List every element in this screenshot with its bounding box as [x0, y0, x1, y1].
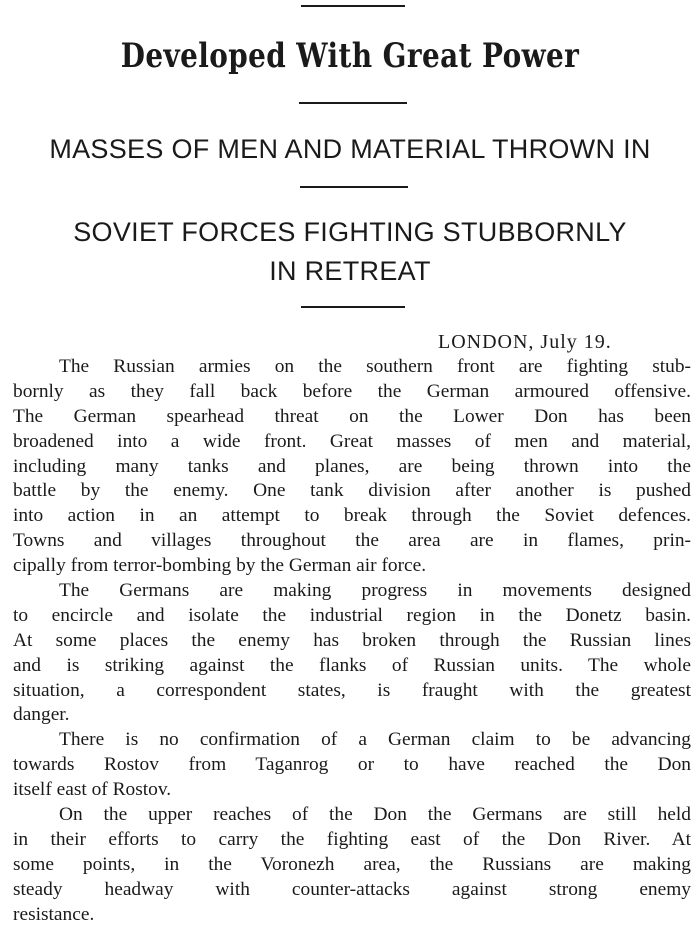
body-line: in their efforts to carry the fighting east of the Don River. At	[13, 828, 691, 850]
body-line: including many tanks and planes, are being thrown into the	[13, 455, 691, 477]
deck-rule	[301, 306, 405, 308]
body-line: The Germans are making progress in movements designed	[59, 580, 691, 602]
body-line: cipally from terror-bombing by the German air force.	[13, 555, 427, 577]
body-line: into action in an attempt to break through the Soviet defences.	[13, 505, 691, 527]
body-line: battle by the enemy. One tank division after another is pushed	[13, 480, 691, 502]
paragraph-3	[13, 728, 691, 803]
top-rule	[301, 5, 405, 7]
subheadline: MASSES OF MEN AND MATERIAL THROWN IN	[49, 134, 651, 164]
body-line: situation, a correspondent states, is fraught with the greatest	[13, 679, 691, 701]
body-line: On the upper reaches of the Don the Germans are still held	[59, 804, 691, 826]
paragraph-1	[13, 355, 691, 579]
body-line: some points, in the Voronezh area, the Russians are making	[13, 853, 691, 875]
subheadline-rule	[300, 186, 408, 188]
body-line: steady headway with counter-attacks against strong enemy	[13, 878, 691, 900]
body-line: The German spearhead threat on the Lower Don has been	[13, 405, 691, 427]
body-line: broadened into a wide front. Great masses of men and material,	[13, 430, 691, 452]
deck-line-1: SOVIET FORCES FIGHTING STUBBORNLY	[73, 217, 627, 247]
body-line: towards Rostov from Taganrog or to have reached the Don	[13, 754, 691, 776]
body-line: resistance.	[13, 903, 95, 925]
body-line: and is striking against the flanks of Russian units. The whole	[13, 654, 691, 676]
body-line: to encircle and isolate the industrial region in the Donetz basin.	[13, 604, 691, 626]
body-line: The Russian armies on the southern front are fighting stub-	[59, 356, 691, 377]
body-line: bornly as they fall back before the German armoured offensive.	[13, 380, 691, 402]
headline: Developed With Great Power	[120, 36, 580, 76]
body-line: Towns and villages throughout the area are in flames, prin-	[13, 530, 691, 552]
paragraph-2	[13, 579, 691, 728]
body-line: At some places the enemy has broken through the Russian lines	[13, 629, 691, 651]
article-body	[13, 355, 691, 927]
paragraph-4	[13, 803, 691, 927]
body-line: There is no confirmation of a German claim to be advancing	[59, 729, 691, 751]
body-line: danger.	[13, 704, 70, 726]
headline-rule	[299, 102, 407, 104]
deck-line-2: IN RETREAT	[269, 256, 431, 286]
dateline: LONDON, July 19.	[438, 331, 612, 353]
body-line: itself east of Rostov.	[13, 779, 172, 801]
